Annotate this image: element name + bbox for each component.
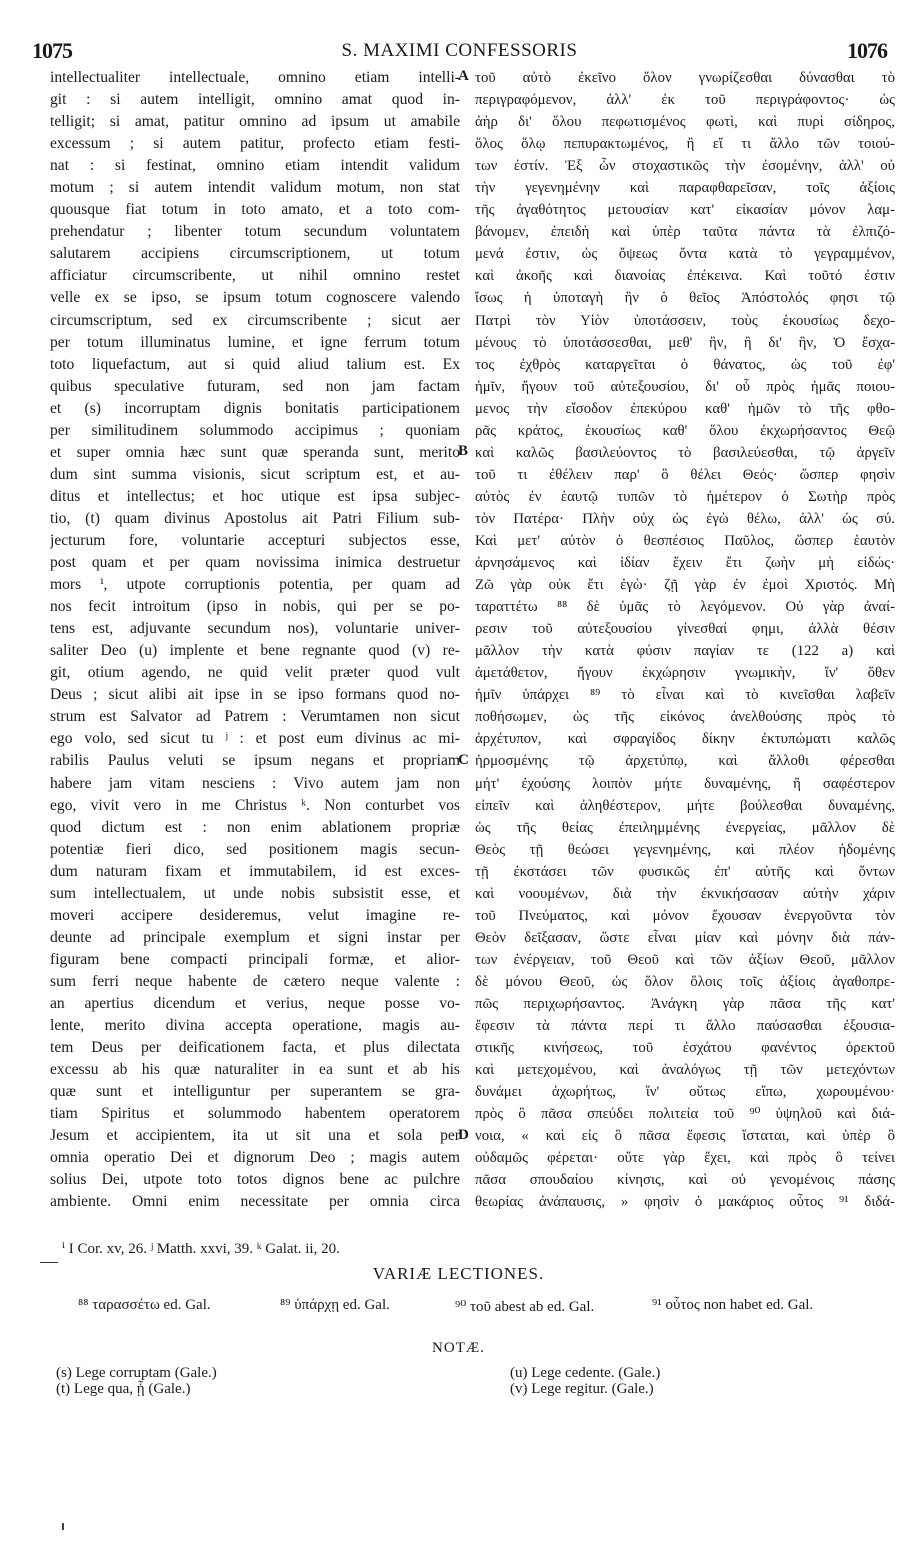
- section-marker-b: B: [458, 443, 469, 459]
- greek-text-line: ἡμῖν ὑπάρχει ⁸⁹ τὸ εἶναι καὶ τὸ κινεῖσθαι λαβεῖν: [475, 687, 895, 704]
- greek-text-line: ρᾶς κράτος, ἑκουσίως καθ' ὅλου ἐκχωρήσαντος Θεῷ: [475, 422, 895, 439]
- greek-text-line: τὸν Πατέρα· Πλὴν οὐχ ὡς ἐγὼ θέλω, ἀλλ' ὡς σύ.: [475, 510, 895, 527]
- latin-text-line: velle ex se ipso, se ipsum totum cognoscere valendo: [50, 289, 460, 307]
- greek-text-line: ἡμῖν, ἤγουν τοῦ αὐτεξουσίου, δι' οὗ πρὸς ἡμᾶς ποιου-: [475, 378, 895, 395]
- latin-text-line: git, otium agendo, ne quid velit præter quod vult: [50, 664, 460, 682]
- variae-lectiones-title: VARIÆ LECTIONES.: [372, 1264, 545, 1283]
- greek-text-line: τῆς ἀγαθότητος μετουσίαν κατ' εἰκασίαν μόνον λαμ-: [475, 202, 895, 219]
- latin-text-line: telligit; si amat, patitur omnino ad ipsum ut amabile: [50, 113, 460, 131]
- greek-text-line: πᾶσα σπουδαίου κίνησις, καὶ οὐ γενομένοις πάσης: [475, 1172, 895, 1189]
- latin-text-line: tio, (t) quam divinus Apostolus ait Patri Filium sub-: [50, 509, 460, 527]
- greek-text-line: των ἐστίν. Ἐξ ὧν στοχαστικῶς τὴν ἐσομένην, ἀλλ' οὐ: [475, 158, 895, 175]
- latin-text-line: ambiente. Omni enim necessitate per omnia circa: [50, 1193, 460, 1211]
- latin-text-line: habere jam vitam nesciens : Vivo autem jam non: [50, 774, 460, 792]
- greek-text-line: ποθήσωμεν, ὡς τῆς εἰκόνος ἀνελθούσης πρὸς τὸ: [475, 709, 895, 726]
- latin-text-line: jecturum fore, voluntarie accepturi subjectos esse,: [50, 531, 460, 549]
- page-number-left: 1075: [32, 38, 72, 63]
- latin-text-line: tem Deus per deificationem facta, et plus dilectata: [50, 1039, 460, 1057]
- greek-column: [475, 67, 895, 1213]
- footnote-divider: [40, 1262, 58, 1263]
- note-t: (t) Lege qua, ᾗ (Gale.): [56, 1381, 191, 1397]
- greek-text-line: ἴσως ἡ ὑποταγὴ ἣν ὁ θεῖος Ἀπόστολός φησι τῷ: [475, 290, 895, 307]
- greek-text-line: καὶ νοουμένων, διὰ τὴν ἐκνικήσασαν αὐτὴν χάριν: [475, 885, 895, 902]
- greek-text-line: των ἐνέργειαν, τοῦ Θεοῦ καὶ τῶν ἀξίων Θεοῦ, μᾶλλον: [475, 951, 895, 968]
- latin-text-line: an apertius dicendum et verius, neque posse vo-: [50, 994, 460, 1012]
- latin-text-line: tens est, adjuvante secundum nos), voluntarie univer-: [50, 620, 460, 638]
- latin-text-line: nos fecit introitum (ipso in nobis, qui per se po-: [50, 598, 460, 616]
- greek-text-line: ἀρχέτυπον, καὶ σφραγίδος δίκην ἐκτυπώματι καλῶς: [475, 731, 895, 748]
- greek-text-line: ἀὴρ δι' ὅλου πεφωτισμένος φωτὶ, καὶ πυρὶ σίδηρος,: [475, 114, 895, 131]
- variant-reading-91: ⁹¹ οὗτος non habet ed. Gal.: [652, 1297, 814, 1313]
- variant-reading-88: ⁸⁸ ταρασσέτω ed. Gal.: [78, 1297, 211, 1313]
- greek-text-line: Θεὸς τῇ θεώσει γεγενημένης, καὶ πλέον ἡδομένης: [475, 841, 895, 858]
- latin-text-line: intellectualiter intellectuale, omnino etiam intelli-: [50, 69, 460, 86]
- latin-text-line: quod dictum est : non enim ablationem propriæ: [50, 818, 460, 836]
- latin-text-line: rabilis Paulus veluti se ipsum negans et propriam: [50, 752, 460, 770]
- running-title: S. MAXIMI CONFESSORIS: [341, 40, 578, 61]
- latin-text-line: post quam et per quam novissima inimica destruetur: [50, 554, 460, 572]
- greek-text-line: στικῆς κινήσεως, τοῦ ἐσχάτου φανέντος ὀρεκτοῦ: [475, 1040, 895, 1057]
- greek-text-line: ὅλος ὅλῳ πεπυρακτωμένος, ἢ εἴ τι ἄλλο τῶν τοιού-: [475, 136, 895, 153]
- latin-text-line: sum intellectualem, ut unde nobis subsistit esse, et: [50, 884, 460, 902]
- greek-text-line: μενά ἐστιν, ὡς ὄψεως ὄντα κατὰ τὸ γεγραμμένον,: [475, 246, 895, 263]
- latin-text-line: excessu ab his quæ naturaliter in ea sunt et ab his: [50, 1061, 460, 1079]
- greek-text-line: τοῦ τι ἐθέλειν παρ' ὃ θέλει Θεός· ὥσπερ φησὶν: [475, 466, 895, 483]
- greek-text-line: πρὸς ὃ πᾶσα σπεύδει πολιτεία τοῦ ⁹⁰ ὑψηλοῦ καὶ διά-: [475, 1106, 895, 1123]
- variant-reading-90: ⁹⁰ τοῦ abest ab ed. Gal.: [455, 1299, 595, 1315]
- greek-text-line: αὐτὸς ἐν ἑαυτῷ τυπῶν τὸ ἡμέτερον ὁ Σωτὴρ πρὸς: [475, 488, 895, 505]
- greek-text-line: θεωρίας ἀνάπαυσις, » φησὶν ὁ μακάριος οὗτος ⁹¹ διδά-: [475, 1194, 895, 1211]
- greek-text-line: πῶς περιχωρήσαντος. Ἀνάγκη γὰρ πᾶσα τῆς κατ': [475, 995, 895, 1012]
- latin-text-line: solius Dei, utpote toto totos dignos bene ac pulchre: [50, 1171, 460, 1189]
- latin-text-line: dum sint summa visionis, sicut scriptum est, et au-: [50, 465, 460, 483]
- latin-text-line: sum ferri neque habente de cætero neque valente :: [50, 972, 460, 990]
- greek-text-line: καὶ καλῶς βασιλεύοντος τὸ βασιλεύεσθαι, τῷ ἀργεῖν: [475, 444, 895, 461]
- greek-text-line: ὡς τῆς θείας ἐπειλημμένης ἐνεργείας, μᾶλλον δὲ: [475, 819, 895, 836]
- latin-text-line: potentiæ fieri dico, sed positionem magis secun-: [50, 840, 460, 858]
- variant-reading-89: ⁸⁹ ὑπάρχῃ ed. Gal.: [280, 1297, 390, 1313]
- latin-text-line: quousque fiat totum in toto amato, et a toto com-: [50, 201, 460, 219]
- greek-text-line: Ζῶ γὰρ οὐκ ἔτι ἐγὼ· ζῇ γὰρ ἐν ἐμοὶ Χριστός. Μὴ: [475, 577, 895, 594]
- latin-text-line: et (s) incorruptam dignis bonitatis participationem: [50, 399, 460, 417]
- latin-column: [50, 67, 460, 1213]
- note-s: (s) Lege corruptam (Gale.): [56, 1365, 217, 1381]
- latin-text-line: per similitudinem solummodo accipimus ; quoniam: [50, 421, 460, 439]
- latin-text-line: circumscriptum, sed ex circumscribente ; sicut aer: [50, 311, 460, 329]
- greek-text-line: μενος τὴν εἴσοδον ἐπεκύρου καθ' ἡμῶν τὸ τῆς φθο-: [475, 400, 895, 417]
- latin-text-line: quibus speculative futuram, sed non jam factam: [50, 377, 460, 395]
- latin-text-line: Jesum et accipientem, ita ut sit una et sola per: [50, 1127, 460, 1145]
- latin-text-line: moveri accipere desideremus, velut imagine re-: [50, 906, 460, 924]
- greek-text-line: ἀμετάθετον, ἤγουν ἐκχώρησιν γνωμικὴν, ἵν' ὅθεν: [475, 665, 895, 682]
- latin-text-line: per totum illuminatus lumine, et igne ferrum totum: [50, 333, 460, 351]
- latin-text-line: et super omnia hæc sunt quæ speranda sunt, merito: [50, 443, 460, 461]
- latin-text-line: ditus et intellectus; et hoc utique est ipsa subjec-: [50, 487, 460, 505]
- greek-text-line: μᾶλλον τὴν κατὰ φύσιν παγίαν τε (122 a) καὶ: [475, 643, 895, 660]
- latin-text-line: strum est Salvator ad Patrem : Verumtamen non sicut: [50, 708, 460, 726]
- latin-text-line: quæ sunt et intelliguntur per superantem se gra-: [50, 1083, 460, 1101]
- greek-text-line: δυνάμει ἀχωρήτως, ἵν' οὕτως εἴπω, χωρουμένου·: [475, 1084, 895, 1101]
- greek-text-line: Καὶ μετ' αὐτὸν ὁ θεσπέσιος Παῦλος, ὥσπερ ἑαυτὸν: [475, 532, 895, 549]
- section-marker-a: A: [458, 68, 469, 84]
- greek-text-line: τῇ ἐκστάσει τῶν φυσικῶς ἐπ' αὐτῆς καὶ ὄντων: [475, 863, 895, 880]
- greek-text-line: οὐδαμῶς φέρεται· οὔτε γὰρ ἔχει, καὶ πρὸς ὃ τείνει: [475, 1150, 895, 1167]
- page-number-right: 1076: [847, 38, 887, 63]
- greek-text-line: δὲ μόνου Θεοῦ, ὡς ὅλον ὅλοις τοῖς ἀξίοις ἀγαθοπρε-: [475, 973, 895, 990]
- margin-mark: [62, 1523, 64, 1530]
- latin-text-line: Deus ; sicut alibi ait ipse in se ipso formans quod no-: [50, 686, 460, 704]
- latin-text-line: dum naturam fixam et immutabilem, id est exces-: [50, 862, 460, 880]
- greek-text-line: Θεὸν δεῖξασαν, ὥστε εἶναι μίαν καὶ μόνην διὰ πάν-: [475, 929, 895, 946]
- latin-text-line: git : si autem intelligit, omnino amat quod in-: [50, 91, 460, 109]
- greek-text-line: μένους τὸ ὑποτάσσεσθαι, μεθ' ἣν, ἢ δι' ἣν, Ὁ ἔσχα-: [475, 334, 895, 351]
- latin-text-line: afficiatur circumscribente, ut nihil omnino restet: [50, 267, 460, 285]
- latin-text-line: salutarem accipiens circumscriptionem, ut totum: [50, 245, 460, 263]
- latin-text-line: prehendatur ; libenter totum secundum voluntatem: [50, 223, 460, 241]
- section-marker-c: C: [458, 752, 469, 768]
- latin-text-line: omnia operatio Dei et dignorum Deo ; magis autem: [50, 1149, 460, 1167]
- page-header: [32, 38, 887, 64]
- greek-text-line: νοια, « καὶ εἰς ὃ πᾶσα ἔφεσις ἵσταται, καὶ ὑπὲρ ὃ: [475, 1128, 895, 1145]
- greek-text-line: ἡρμοσμένης τῷ ἀρχετύπῳ, καὶ ἄλλοθι φέρεσθαι: [475, 753, 895, 770]
- latin-text-line: motum ; si autem intendit validum motum, non stat: [50, 179, 460, 197]
- greek-text-line: Πατρὶ τὸν Υἱὸν ὑποτάσσειν, τοὺς ἑκουσίως δεχο-: [475, 312, 895, 329]
- latin-text-line: toto liquefactum, aut si quid aliud talium est. Ex: [50, 355, 460, 373]
- greek-text-line: καὶ ἀκοῆς καὶ διανοίας ἐπέκεινα. Καὶ τοῦτό ἐστιν: [475, 268, 895, 285]
- greek-text-line: εἰπεῖν καὶ ἀληθέστερον, μήτε βούλεσθαι δυναμένης,: [475, 797, 895, 814]
- greek-text-line: καὶ μετεχομένου, καὶ ἀναλόγως τῇ τῶν μετεχόντων: [475, 1062, 895, 1079]
- greek-text-line: ταραττέτω ⁸⁸ δὲ ὑμᾶς τὸ λεγόμενον. Οὐ γὰρ ἀναί-: [475, 599, 895, 616]
- greek-text-line: ἔφεσιν τὰ πάντα περί τι ἄλλο παύσασθαι ἐξουσια-: [475, 1018, 895, 1035]
- latin-text-line: saliter Deo (u) implente et bene regnante quod (v) re-: [50, 642, 460, 660]
- greek-text-line: ρεσιν τοῦ αὐτεξουσίου γίνεσθαί φημι, ἀλλὰ θέσιν: [475, 621, 895, 638]
- latin-text-line: excessum ; si autem patitur, profecto etiam festi-: [50, 135, 460, 153]
- note-v: (v) Lege regitur. (Gale.): [510, 1381, 654, 1397]
- greek-text-line: περιγραφόμενον, ἀλλ' ἐκ τοῦ περιγράφοντος· ὡς: [475, 92, 895, 109]
- section-marker-d: D: [458, 1127, 469, 1143]
- greek-text-line: μήτ' ἐχούσης λοιπὸν μήτε δυναμένης, ἢ σαφέστερον: [475, 775, 895, 792]
- latin-text-line: tiam Spiritus et solummodo habentem operatorem: [50, 1105, 460, 1123]
- latin-text-line: lente, merito divina accepta operatione, magis au-: [50, 1017, 460, 1035]
- greek-text-line: ἀρνησάμενος καὶ ἰδίαν ἔχειν ἔτι ζωὴν μὴ εἰδώς·: [475, 555, 895, 572]
- greek-text-line: τος ἐχθρὸς καταργεῖται ὁ θάνατος, ὡς τοῦ ἐφ': [475, 356, 895, 373]
- latin-text-line: figuram bene compacti principali formæ, et alior-: [50, 950, 460, 968]
- latin-text-line: nat : si festinat, omnino etiam intendit validum: [50, 157, 460, 175]
- greek-text-line: τοῦ Πνεύματος, καὶ μόνον ἔχουσαν ἐνεργοῦντα τὸν: [475, 907, 895, 924]
- latin-text-line: ego, vivit vero in me Christus ᵏ. Non conturbet vos: [50, 796, 460, 814]
- latin-text-line: deunte ad principale exemplum et signi instar per: [50, 928, 460, 946]
- note-u: (u) Lege cedente. (Gale.): [510, 1365, 661, 1381]
- greek-text-line: βάνομεν, ἐπειδὴ καὶ ὑπὲρ ταῦτα πάντα τὰ ἐλπιζό-: [475, 224, 895, 241]
- notae-title: NOTÆ.: [432, 1340, 485, 1356]
- greek-text-line: τὴν γεγενημένην καὶ παραφθαρεῖσαν, τοῖς ἀξίοις: [475, 180, 895, 197]
- latin-text-line: mors ⁱ, utpote corruptionis potentia, per quam ad: [50, 576, 460, 594]
- latin-text-line: ego volo, sed sicut tu ʲ : et post eum divinus ac mi-: [50, 730, 460, 748]
- scripture-references: ⁱ I Cor. xv, 26. ʲ Matth. xxvi, 39. ᵏ Galat. ii, 20.: [62, 1241, 340, 1257]
- greek-text-line: τοῦ αὐτὸ ἐκεῖνο ὅλον γνωρίζεσθαι δύνασθαι τὸ: [475, 70, 895, 86]
